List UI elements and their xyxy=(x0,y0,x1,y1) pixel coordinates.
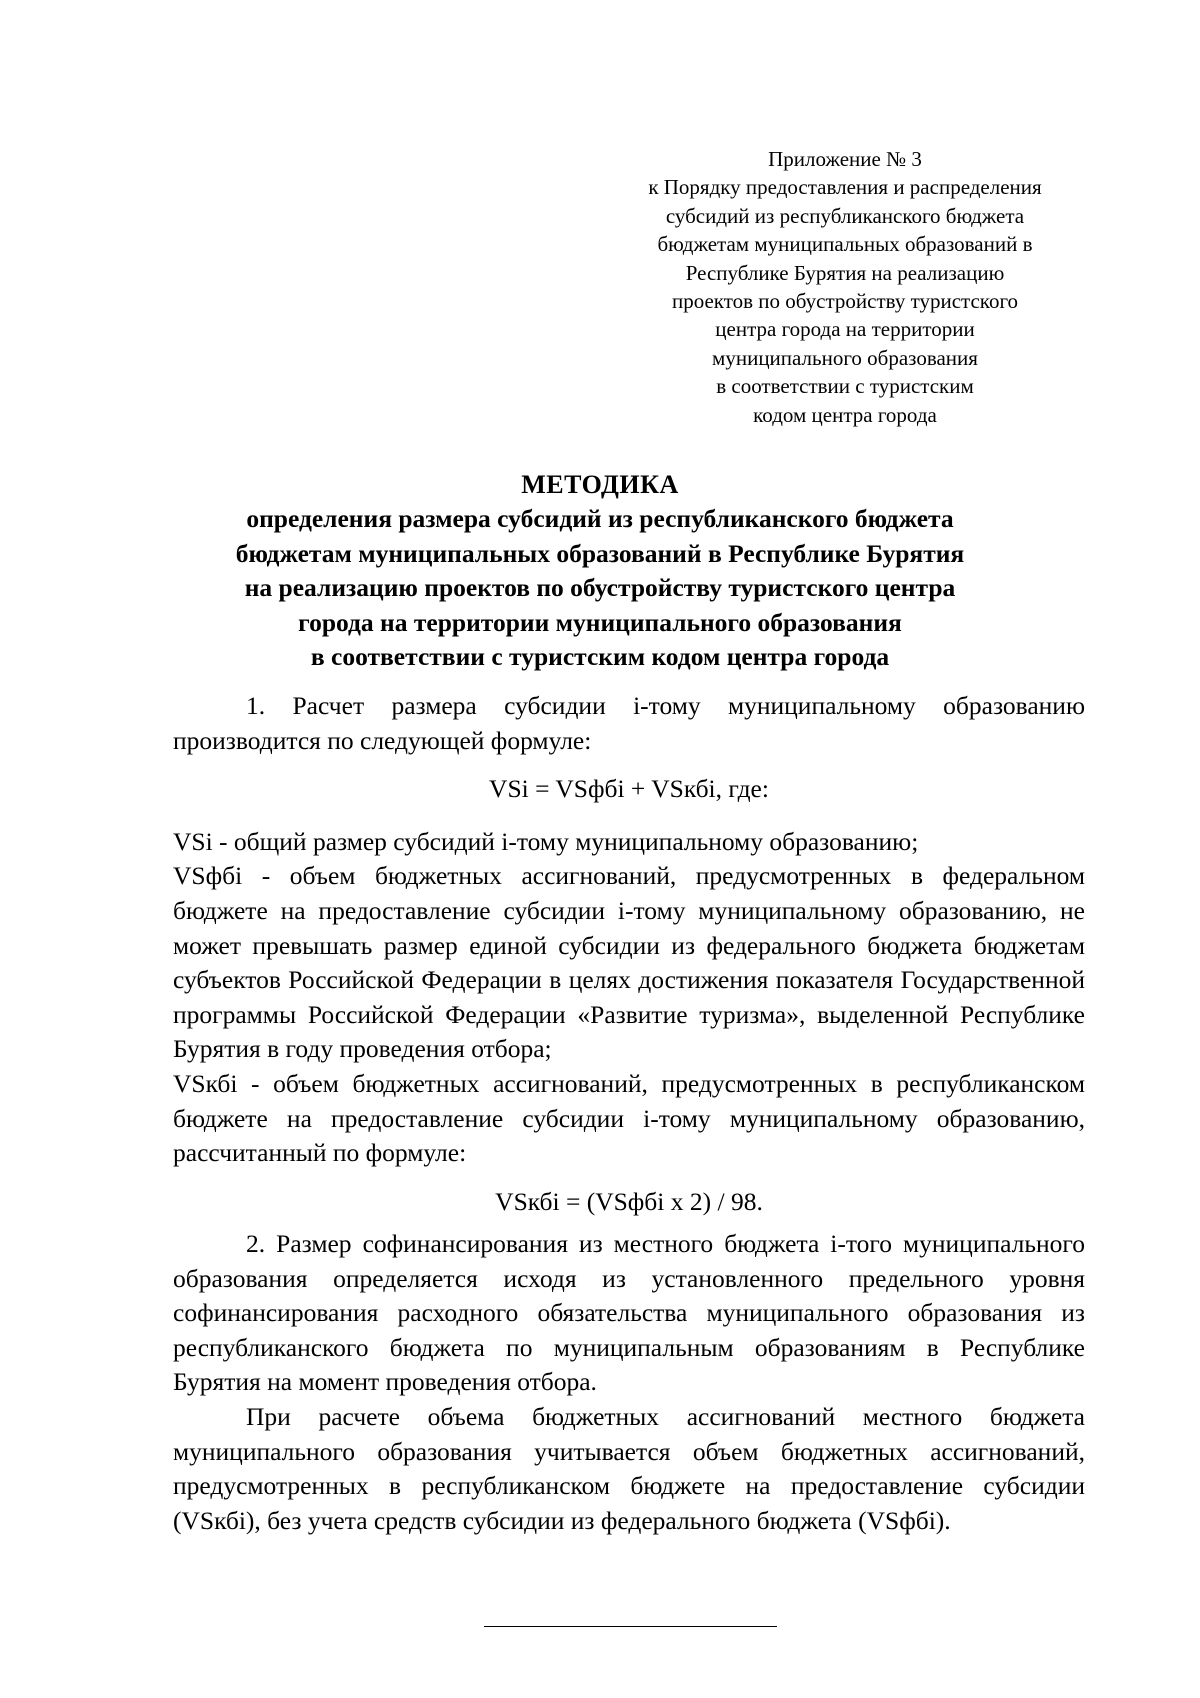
appendix-line: к Порядку предоставления и распределения xyxy=(648,175,1042,200)
title-line: в соответствии с туристским кодом центра города xyxy=(310,642,890,671)
appendix-line: в соответствии с туристским xyxy=(716,374,974,399)
appendix-line: кодом центра города xyxy=(753,402,937,427)
definition-vsfbi: VSфбi - объем бюджетных ассигнований, предусмотренных в федеральном бюджете на предоставление субсидии i-тому муниципальному образованию, не может превышать размер единой субсидии из федерального бюджета бюджетам субъектов Российской Федерации в целях достижения показателя Государственной программы Российской Федерации «Развитие туризма», выделенной Республике Бурятия в году проведения отбора; xyxy=(173,861,1085,1064)
section-1 xyxy=(173,689,1085,1219)
formula-vskbi: VSкбi = (VSфбi x 2) / 98. xyxy=(495,1186,763,1216)
definition-vskbi: VSкбi - объем бюджетных ассигнований, предусмотренных в республиканском бюджете на предоставление субсидии i-тому муниципальному образованию, рассчитанный по формуле: xyxy=(173,1068,1085,1168)
appendix-line: Приложение № 3 xyxy=(768,147,922,171)
section1-intro: 1. Расчет размера субсидии i-тому муниципальному образованию производится по следующей формуле: xyxy=(173,691,1085,755)
title-subtitle xyxy=(140,502,1060,675)
definition-vsi: VSi - общий размер субсидий i-тому муниципальному образованию; xyxy=(173,826,919,856)
end-divider-line xyxy=(484,1626,777,1627)
title-line: бюджетам муниципальных образований в Республике Бурятия xyxy=(235,538,965,568)
appendix-header xyxy=(600,145,1090,429)
document-title xyxy=(140,468,1060,675)
appendix-line: бюджетам муниципальных образований в xyxy=(657,232,1033,257)
title-line: города на территории муниципального образования xyxy=(298,607,902,637)
appendix-line: центра города на территории xyxy=(715,317,975,342)
appendix-line: муниципального образования xyxy=(712,345,978,370)
appendix-line: проектов по обустройству туристского xyxy=(671,289,1019,314)
title-line: на реализацию проектов по обустройству туристского центра xyxy=(244,573,956,602)
formula-vsi: VSi = VSфбi + VSкбi, где: xyxy=(489,774,769,804)
title-main: МЕТОДИКА xyxy=(521,470,679,499)
appendix-line: субсидий из республиканского бюджета xyxy=(665,203,1025,228)
title-line: определения размера субсидий из республиканского бюджета xyxy=(246,504,954,533)
appendix-line: Республике Бурятия на реализацию xyxy=(685,260,1005,285)
section2-paragraph-1: 2. Размер софинансирования из местного бюджета i-того муниципального образования определяется исходя из установленного предельного уровня софинансирования расходного обязательства муниципального образования из республиканского бюджета по муниципальным образованиям в Республике Бурятия на момент проведения отбора. xyxy=(173,1229,1085,1397)
section-2 xyxy=(173,1227,1085,1538)
section2-paragraph-2: При расчете объема бюджетных ассигнований местного бюджета муниципального образования учитывается объем бюджетных ассигнований, предусмотренных в республиканском бюджете на предоставление субсидии (VSкбi), без учета средств субсидии из федерального бюджета (VSфбi). xyxy=(173,1401,1085,1535)
